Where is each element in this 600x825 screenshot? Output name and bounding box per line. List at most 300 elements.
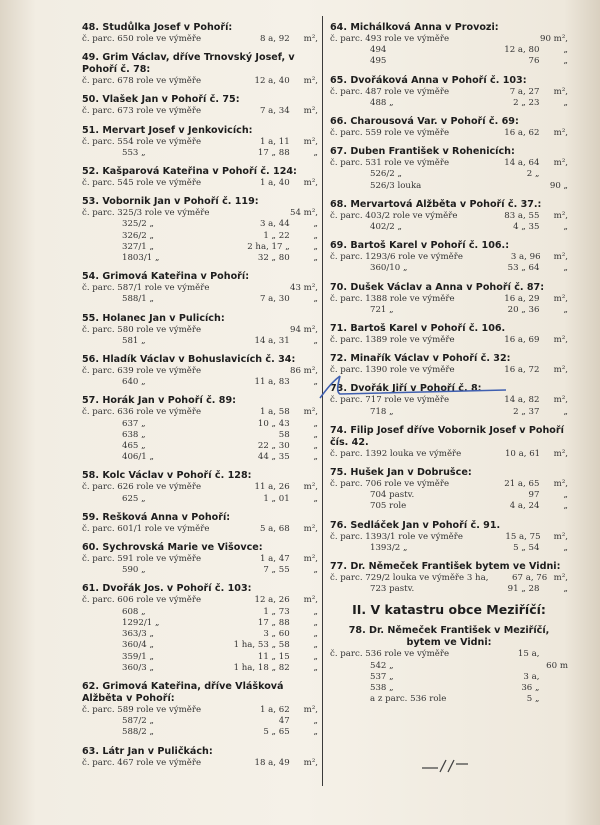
parcel-unit: m², bbox=[303, 34, 318, 44]
parcel-description: 402/2 „ bbox=[370, 222, 402, 233]
parcel-unit: 60 m bbox=[546, 660, 568, 671]
parcel-row bbox=[82, 663, 318, 674]
parcel-area: 4 „ 35 bbox=[513, 222, 540, 233]
parcel-unit: „ bbox=[563, 45, 568, 56]
parcel-area bbox=[459, 661, 540, 672]
parcel-row bbox=[82, 640, 318, 651]
parcel-row bbox=[82, 294, 318, 305]
parcel-description: 326/2 „ bbox=[122, 230, 154, 241]
parcel-unit: m², bbox=[303, 523, 318, 534]
parcel-row bbox=[82, 253, 318, 264]
land-entry bbox=[82, 271, 318, 305]
parcel-row bbox=[82, 148, 318, 159]
parcel-row bbox=[330, 479, 568, 490]
parcel-row bbox=[82, 377, 318, 388]
parcel-row bbox=[82, 242, 318, 253]
parcel-unit: „ bbox=[313, 651, 318, 662]
parcel-area: 16 a, 29 bbox=[504, 293, 540, 304]
parcel-row bbox=[82, 629, 318, 640]
parcel-unit: „ bbox=[563, 542, 568, 553]
parcel-description: č. parc. 545 role ve výměře bbox=[82, 178, 202, 189]
parcel-description: 721 „ bbox=[370, 304, 394, 315]
parcel-description: č. parc. 678 role ve výměře bbox=[82, 76, 202, 87]
parcel-unit: m², bbox=[303, 76, 318, 87]
owner-heading: 59. Rešková Anna v Pohoří: bbox=[82, 511, 231, 523]
parcel-description: č. parc. 1293/6 role ve výměře bbox=[330, 252, 463, 263]
parcel-row bbox=[82, 231, 318, 242]
owner-heading: 58. Kolc Václav v Pohoří č. 128: bbox=[82, 470, 252, 482]
parcel-row bbox=[330, 661, 568, 672]
parcel-area: 17 „ 88 bbox=[257, 147, 290, 158]
parcel-unit: „ bbox=[563, 406, 568, 417]
parcel-unit: m², bbox=[303, 178, 318, 189]
parcel-row bbox=[330, 169, 568, 180]
parcel-area: 1 „ 22 bbox=[263, 230, 290, 241]
parcel-row bbox=[82, 106, 318, 117]
parcel-unit: „ bbox=[313, 335, 318, 346]
parcel-row bbox=[330, 407, 568, 418]
section-title: II. V katastru obce Meziříčí: bbox=[352, 602, 546, 618]
parcel-unit: „ bbox=[563, 56, 568, 67]
owner-heading: 65. Dvořáková Anna v Pohoří č. 103: bbox=[330, 74, 527, 86]
parcel-description: č. parc. 580 role ve výměře bbox=[82, 324, 202, 335]
left-column bbox=[82, 22, 318, 776]
parcel-description: č. parc. 706 role ve výměře bbox=[330, 479, 450, 490]
land-entry bbox=[82, 22, 318, 45]
parcel-area: 1 „ 01 bbox=[263, 493, 290, 504]
parcel-description: č. parc. 589 role ve výměře bbox=[82, 704, 202, 715]
parcel-area: 22 „ 30 bbox=[257, 441, 290, 452]
parcel-unit: „ bbox=[563, 304, 568, 315]
parcel-description: 495 bbox=[370, 56, 387, 67]
parcel-unit bbox=[539, 649, 568, 660]
owner-heading: 77. Dr. Němeček František bytem ve Vidni: bbox=[330, 561, 561, 573]
parcel-unit: „ bbox=[563, 501, 568, 512]
owner-heading: 55. Holanec Jan v Pulicích: bbox=[82, 312, 225, 324]
parcel-unit: m², bbox=[553, 448, 568, 459]
land-entry bbox=[82, 542, 318, 576]
parcel-description: 590 „ bbox=[122, 565, 146, 576]
parcel-area: 58 bbox=[278, 429, 290, 440]
parcel-area: 11 a, 26 bbox=[254, 482, 290, 493]
parcel-row bbox=[330, 87, 568, 98]
parcel-description: 406/1 „ bbox=[122, 452, 154, 463]
parcel-row bbox=[330, 158, 568, 169]
parcel-unit: m², bbox=[553, 158, 568, 169]
parcel-area: 12 a, 26 bbox=[254, 595, 290, 606]
parcel-unit: „ bbox=[313, 452, 318, 463]
parcel-description: č. parc. 487 role ve výměře bbox=[330, 86, 450, 97]
parcel-row bbox=[82, 430, 318, 441]
ornament-icon bbox=[420, 758, 470, 774]
parcel-description: č. parc. 493 role ve výměře bbox=[330, 34, 450, 44]
parcel-area: 2 ha, 17 „ bbox=[247, 241, 290, 252]
parcel-unit: m², bbox=[553, 531, 568, 542]
parcel-unit: 86 m², bbox=[290, 366, 318, 377]
parcel-row bbox=[330, 98, 568, 109]
land-entry bbox=[82, 354, 318, 388]
parcel-unit: 90 m², bbox=[540, 34, 568, 44]
parcel-unit: m², bbox=[303, 757, 318, 768]
parcel-unit: „ bbox=[313, 219, 318, 230]
parcel-area: 3 „ 60 bbox=[263, 629, 290, 640]
parcel-row bbox=[82, 419, 318, 430]
parcel-area: 10 a, 61 bbox=[504, 448, 541, 459]
parcel-description: a z parc. 536 role bbox=[370, 694, 447, 705]
parcel-row bbox=[82, 452, 318, 463]
owner-heading: 53. Vobornik Jan v Pohoří č. 119: bbox=[82, 196, 259, 208]
parcel-description: č. parc. 650 role ve výměře bbox=[82, 34, 202, 44]
land-entry bbox=[330, 146, 568, 192]
parcel-description: č. parc. 554 role ve výměře bbox=[82, 136, 202, 147]
right-entries bbox=[330, 22, 568, 595]
parcel-description: 640 „ bbox=[122, 377, 146, 388]
parcel-area: 14 a, 31 bbox=[254, 335, 290, 346]
parcel-unit: „ bbox=[313, 429, 318, 440]
land-entry bbox=[82, 470, 318, 504]
parcel-area: 53 „ 64 bbox=[507, 263, 540, 274]
parcel-row bbox=[82, 482, 318, 493]
owner-heading: 67. Duben František v Rohenicích: bbox=[330, 146, 515, 158]
parcel-unit: „ bbox=[313, 253, 318, 264]
parcel-unit: „ bbox=[313, 241, 318, 252]
parcel-area bbox=[459, 34, 540, 45]
parcel-description: 587/2 „ bbox=[122, 716, 154, 727]
owner-heading: 60. Sychrovská Marie ve Višovce: bbox=[82, 542, 263, 554]
parcel-description: 588/1 „ bbox=[122, 294, 154, 305]
parcel-unit: 43 m², bbox=[290, 283, 318, 294]
owner-heading: 48. Studůlka Josef v Pohoří: bbox=[82, 22, 233, 33]
parcel-description: 705 role bbox=[370, 501, 407, 512]
parcel-row bbox=[82, 705, 318, 716]
parcel-unit: m², bbox=[553, 335, 568, 346]
parcel-unit: „ bbox=[313, 640, 318, 651]
parcel-area: 11 „ 15 bbox=[257, 651, 290, 662]
parcel-description: č. parc. 626 role ve výměře bbox=[82, 482, 202, 493]
parcel-description: č. parc. 606 role ve výměře bbox=[82, 595, 202, 606]
parcel-unit: m², bbox=[303, 482, 318, 493]
parcel-unit: m², bbox=[303, 554, 318, 565]
land-entry bbox=[330, 75, 568, 109]
parcel-description: 363/3 „ bbox=[122, 629, 154, 640]
parcel-area: 15 a, 75 bbox=[505, 531, 541, 542]
parcel-row bbox=[82, 407, 318, 418]
parcel-row bbox=[330, 501, 568, 512]
parcel-unit: „ bbox=[313, 629, 318, 640]
parcel-area: 15 a, bbox=[517, 649, 540, 660]
parcel-unit: „ bbox=[313, 727, 318, 738]
parcel-description: 608 „ bbox=[122, 606, 146, 617]
parcel-area: 1 a, 40 bbox=[259, 178, 290, 189]
parcel-description: č. parc. 673 role ve výměře bbox=[82, 106, 202, 117]
parcel-unit: m², bbox=[553, 86, 568, 97]
land-entry bbox=[330, 467, 568, 513]
parcel-description: 581 „ bbox=[122, 335, 146, 346]
parcel-area: 11 a, 83 bbox=[254, 377, 290, 388]
parcel-area: 10 „ 43 bbox=[257, 418, 290, 429]
parcel-description: č. parc. 601/1 role ve výměře bbox=[82, 523, 210, 534]
parcel-row bbox=[82, 716, 318, 727]
parcel-description: 327/1 „ bbox=[122, 241, 154, 252]
parcel-description: 1292/1 „ bbox=[122, 617, 160, 628]
parcel-area: 91 „ 28 bbox=[507, 584, 540, 595]
parcel-unit: „ bbox=[563, 584, 568, 595]
parcel-row bbox=[82, 325, 318, 336]
parcel-area: 1 a, 11 bbox=[259, 136, 290, 147]
parcel-row bbox=[330, 649, 568, 660]
owner-heading: 70. Dušek Václav a Anna v Pohoří č. 87: bbox=[330, 281, 545, 293]
parcel-unit: m², bbox=[303, 106, 318, 117]
parcel-area: 36 „ bbox=[521, 683, 540, 694]
parcel-row bbox=[82, 283, 318, 294]
parcel-row bbox=[82, 595, 318, 606]
parcel-area: 7 a, 30 bbox=[259, 294, 290, 305]
owner-heading: 73. Dvořák Jiří v Pohoří č. 8: bbox=[330, 383, 482, 395]
parcel-row bbox=[330, 56, 568, 67]
parcel-description: č. parc. 1393/1 role ve výměře bbox=[330, 531, 463, 542]
parcel-area: 76 bbox=[528, 56, 540, 67]
parcel-unit bbox=[539, 694, 568, 705]
parcel-description: č. parc. 559 role ve výměře bbox=[330, 128, 450, 139]
parcel-description: 588/2 „ bbox=[122, 727, 154, 738]
parcel-row bbox=[330, 335, 568, 346]
parcel-unit: 90 „ bbox=[549, 180, 568, 191]
parcel-description: č. parc. 1392 louka ve výměře bbox=[330, 448, 462, 459]
owner-heading: 62. Grimová Kateřina, dříve Vlášková Alžběta v Pohoří: bbox=[82, 680, 284, 704]
parcel-area bbox=[209, 208, 289, 219]
parcel-description: 1393/2 „ bbox=[370, 542, 408, 553]
parcel-unit: „ bbox=[563, 222, 568, 233]
parcel-unit: m², bbox=[303, 595, 318, 606]
parcel-area: 1 ha, 53 „ 58 bbox=[233, 640, 290, 651]
parcel-description: 494 bbox=[370, 45, 387, 56]
parcel-description: 553 „ bbox=[122, 147, 146, 158]
land-entry bbox=[330, 199, 568, 233]
parcel-unit: m², bbox=[303, 136, 318, 147]
owner-heading: 64. Michálková Anna v Provozi: bbox=[330, 22, 499, 33]
land-entry bbox=[330, 240, 568, 274]
parcel-row bbox=[330, 490, 568, 501]
owner-heading: 54. Grimová Kateřina v Pohoří: bbox=[82, 271, 250, 283]
parcel-row bbox=[82, 727, 318, 738]
parcel-row bbox=[82, 178, 318, 189]
parcel-unit: 94 m², bbox=[290, 324, 318, 335]
parcel-area: 44 „ 35 bbox=[257, 452, 290, 463]
parcel-row bbox=[330, 128, 568, 139]
parcel-row bbox=[330, 683, 568, 694]
parcel-area: 14 a, 64 bbox=[504, 158, 540, 169]
owner-heading: 74. Filip Josef dříve Vobornik Josef v Pohoří čís. 42. bbox=[330, 424, 564, 448]
parcel-row bbox=[82, 524, 318, 535]
parcel-area: 7 a, 27 bbox=[509, 86, 540, 97]
parcel-area: 21 a, 65 bbox=[504, 479, 540, 490]
pen-mark bbox=[318, 372, 508, 402]
owner-heading: 49. Grim Václav, dříve Trnovský Josef, v Pohoří č. 78: bbox=[82, 52, 295, 76]
owner-heading: 52. Kašparová Kateřina v Pohoří č. 124: bbox=[82, 166, 297, 178]
land-entry bbox=[82, 746, 318, 769]
parcel-area: 17 „ 88 bbox=[257, 617, 290, 628]
land-entry bbox=[82, 681, 318, 739]
land-entry bbox=[82, 196, 318, 264]
parcel-unit: „ bbox=[313, 606, 318, 617]
owner-heading: 68. Mervartová Alžběta v Pohoří č. 37.: bbox=[330, 198, 542, 210]
land-entry bbox=[82, 395, 318, 463]
owner-heading: 75. Hušek Jan v Dobrušce: bbox=[330, 467, 472, 479]
parcel-description: č. parc. 591 role ve výměře bbox=[82, 554, 202, 565]
land-entry bbox=[330, 323, 568, 346]
parcel-area: 4 a, 24 bbox=[509, 501, 540, 512]
parcel-row bbox=[82, 565, 318, 576]
parcel-row bbox=[330, 294, 568, 305]
land-entry bbox=[330, 425, 568, 460]
land-entry bbox=[82, 313, 318, 347]
parcel-row bbox=[330, 672, 568, 683]
parcel-area: 3 a, bbox=[523, 671, 540, 682]
parcel-row bbox=[330, 573, 568, 584]
owner-heading: 76. Sedláček Jan v Pohoří č. 91. bbox=[330, 519, 501, 531]
parcel-unit: m², bbox=[553, 210, 568, 221]
parcel-row bbox=[330, 543, 568, 554]
parcel-area: 7 a, 34 bbox=[259, 106, 290, 117]
parcel-unit: m², bbox=[553, 293, 568, 304]
parcel-area: 2 „ bbox=[526, 169, 540, 180]
parcel-area: 20 „ 36 bbox=[507, 304, 540, 315]
owner-heading: 66. Charousová Var. v Pohoří č. 69: bbox=[330, 116, 519, 128]
parcel-area: 3 a, 96 bbox=[510, 252, 541, 263]
parcel-row bbox=[82, 336, 318, 347]
parcel-description: 359/1 „ bbox=[122, 651, 154, 662]
parcel-description: 465 „ bbox=[122, 441, 146, 452]
parcel-unit: m², bbox=[553, 573, 568, 584]
parcel-unit: „ bbox=[313, 418, 318, 429]
parcel-unit: „ bbox=[313, 230, 318, 241]
land-entry bbox=[82, 512, 318, 535]
owner-heading: 71. Bartoš Karel v Pohoří č. 106. bbox=[330, 323, 506, 335]
parcel-row bbox=[330, 532, 568, 543]
parcel-unit: „ bbox=[313, 493, 318, 504]
parcel-unit: m², bbox=[553, 365, 568, 376]
parcel-area: 12 a, 40 bbox=[254, 76, 290, 87]
parcel-area: 12 a, 80 bbox=[504, 45, 540, 56]
parcel-description: 638 „ bbox=[122, 429, 146, 440]
parcel-description: 526/3 louka bbox=[370, 180, 422, 191]
parcel-row bbox=[82, 366, 318, 377]
parcel-row bbox=[82, 76, 318, 87]
owner-heading: 72. Minařík Václav v Pohoří č. 32: bbox=[330, 353, 511, 365]
parcel-row bbox=[82, 219, 318, 230]
parcel-description: č. parc. 636 role ve výměře bbox=[82, 407, 202, 418]
land-entry bbox=[330, 282, 568, 316]
owner-heading: 61. Dvořák Jos. v Pohoří č. 103: bbox=[82, 583, 252, 595]
parcel-description: 542 „ bbox=[370, 660, 394, 671]
land-entry bbox=[82, 583, 318, 673]
land-entry bbox=[82, 166, 318, 189]
parcel-unit: m², bbox=[553, 128, 568, 139]
parcel-row bbox=[330, 211, 568, 222]
parcel-unit: „ bbox=[313, 662, 318, 673]
parcel-description: č. parc. 717 role ve výměře bbox=[330, 395, 450, 406]
parcel-row bbox=[82, 554, 318, 565]
parcel-description: 1803/1 „ bbox=[122, 253, 160, 264]
parcel-area: 47 bbox=[278, 716, 290, 727]
owner-heading: 50. Vlašek Jan v Pohoří č. 75: bbox=[82, 94, 240, 106]
parcel-unit: m², bbox=[303, 704, 318, 715]
parcel-description: č. parc. 639 role ve výměře bbox=[82, 366, 202, 377]
parcel-area: 16 a, 62 bbox=[504, 128, 540, 139]
parcel-unit: „ bbox=[313, 294, 318, 305]
parcel-description: č. parc. 1388 role ve výměře bbox=[330, 293, 455, 304]
parcel-unit: „ bbox=[563, 97, 568, 108]
parcel-area: 2 „ 23 bbox=[513, 97, 540, 108]
parcel-description: č. parc. 1389 role ve výměře bbox=[330, 335, 455, 346]
land-entry bbox=[330, 22, 568, 68]
parcel-row bbox=[330, 34, 568, 45]
parcel-area: 5 „ 54 bbox=[513, 542, 540, 553]
parcel-description: 723 pastv. bbox=[370, 584, 415, 595]
parcel-row bbox=[330, 181, 568, 192]
parcel-area: 1 a, 58 bbox=[259, 407, 290, 418]
owner-heading: 57. Horák Jan v Pohoří č. 89: bbox=[82, 395, 236, 407]
parcel-area: 67 a, 76 bbox=[512, 573, 548, 584]
parcel-row bbox=[82, 652, 318, 663]
parcel-area: 2 „ 37 bbox=[513, 406, 540, 417]
land-entry bbox=[82, 52, 318, 87]
parcel-description: č. parc. 403/2 role ve výměře bbox=[330, 210, 458, 221]
parcel-area: 1 „ 73 bbox=[263, 606, 290, 617]
parcel-unit: m², bbox=[553, 395, 568, 406]
owner-heading: 69. Bartoš Karel v Pohoří č. 106.: bbox=[330, 240, 510, 252]
land-entry bbox=[330, 116, 568, 139]
parcel-unit bbox=[539, 683, 568, 694]
parcel-description: 718 „ bbox=[370, 406, 394, 417]
parcel-row bbox=[330, 45, 568, 56]
parcel-row bbox=[330, 252, 568, 263]
parcel-area: 7 „ 55 bbox=[263, 565, 290, 576]
parcel-row bbox=[82, 607, 318, 618]
parcel-row bbox=[82, 208, 318, 219]
parcel-row bbox=[82, 137, 318, 148]
parcel-description: 637 „ bbox=[122, 418, 146, 429]
parcel-area: 8 a, 92 bbox=[259, 34, 290, 44]
parcel-unit: „ bbox=[563, 490, 568, 501]
parcel-area: 16 a, 72 bbox=[504, 365, 540, 376]
parcel-description: 360/3 „ bbox=[122, 662, 154, 673]
parcel-row bbox=[82, 758, 318, 769]
parcel-row bbox=[330, 222, 568, 233]
parcel-unit: „ bbox=[313, 617, 318, 628]
parcel-unit: 54 m², bbox=[290, 208, 318, 219]
parcel-area: 97 bbox=[528, 490, 540, 501]
parcel-description: č. parc. 729/2 louka ve výměře 3 ha, bbox=[330, 573, 489, 584]
parcel-area bbox=[209, 283, 289, 294]
owner-heading: 78. Dr. Němeček František v Meziříčí, bytem ve Vidni: bbox=[348, 625, 550, 649]
parcel-unit: m², bbox=[553, 479, 568, 490]
parcel-unit: „ bbox=[313, 441, 318, 452]
parcel-row bbox=[330, 263, 568, 274]
parcel-unit: „ bbox=[313, 377, 318, 388]
parcel-unit: „ bbox=[563, 263, 568, 274]
parcel-unit: m², bbox=[553, 252, 568, 263]
parcel-unit bbox=[539, 672, 568, 683]
last-entry bbox=[330, 625, 568, 705]
parcel-description: 526/2 „ bbox=[370, 169, 402, 180]
parcel-description: 360/10 „ bbox=[370, 263, 408, 274]
parcel-description: 325/2 „ bbox=[122, 219, 154, 230]
parcel-description: č. parc. 1390 role ve výměře bbox=[330, 365, 455, 376]
parcel-description: 625 „ bbox=[122, 493, 146, 504]
parcel-area: 5 „ 65 bbox=[263, 727, 290, 738]
parcel-row bbox=[82, 618, 318, 629]
